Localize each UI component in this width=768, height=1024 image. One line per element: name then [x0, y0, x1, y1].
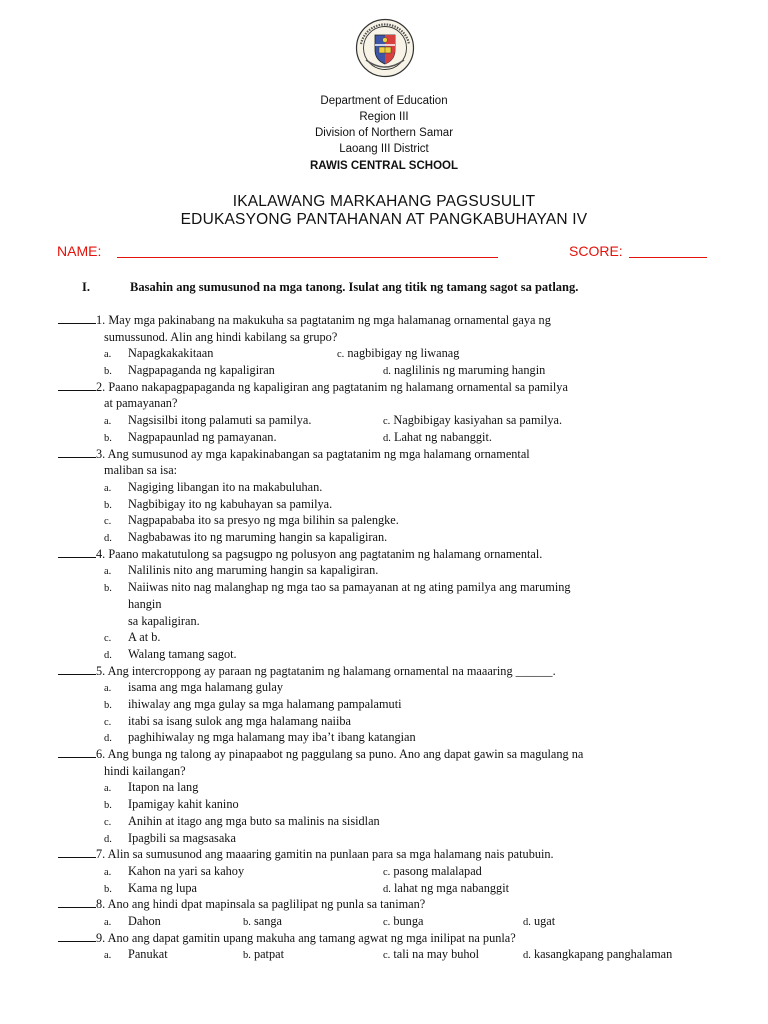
question-text: Ano ang hindi dpat mapinsala sa paglilipat ng punla sa taniman? — [107, 897, 426, 912]
answer-blank[interactable] — [58, 930, 96, 942]
option-text: Nagbibigay ito ng kabuhayan sa pamilya. — [128, 496, 333, 511]
option-letter: b. — [104, 800, 112, 812]
option-text: Ipamigay kahit kanino — [128, 797, 239, 812]
question-text: Ano ang dapat gamitin upang makuha ang tamang agwat ng mga inilipat na punla? — [107, 930, 516, 945]
option-letter: b. — [104, 583, 112, 595]
answer-blank[interactable] — [58, 379, 96, 391]
option-letter: b. — [243, 916, 251, 928]
department-name: Department of Education — [320, 95, 448, 107]
score-label: SCORE: — [569, 243, 623, 259]
option-letter: d. — [383, 432, 391, 444]
region-name: Region III — [359, 111, 409, 123]
question-6 — [58, 746, 720, 846]
option-text: Dahon — [128, 913, 161, 928]
option-text: Nagbibigay kasiyahan sa pamilya. — [393, 413, 563, 428]
question-text: hindi kailangan? — [104, 763, 186, 778]
question-2 — [58, 379, 720, 446]
question-number: 1. — [96, 313, 106, 327]
instruction-text: Basahin ang sumusunod na mga tanong. Isulat ang titik ng tamang sagot sa patlang. — [130, 280, 579, 294]
division-name: Division of Northern Samar — [314, 127, 454, 139]
question-number: 8. — [96, 897, 106, 912]
option-text: sa kapaligiran. — [128, 613, 200, 628]
option-letter: c. — [337, 349, 345, 361]
option-letter: a. — [104, 950, 112, 962]
question-number: 6. — [96, 747, 106, 762]
answer-blank[interactable] — [58, 663, 96, 675]
answer-blank[interactable] — [58, 312, 96, 324]
option-text: Ipagbili sa magsasaka — [128, 830, 236, 845]
question-text: maliban sa isa: — [104, 463, 178, 478]
option-text: Kahon na yari sa kahoy — [128, 863, 245, 878]
option-letter: c. — [383, 416, 391, 428]
option-text: Nagsisilbi itong palamuti sa pamilya. — [128, 413, 312, 428]
option-letter: a. — [104, 416, 112, 428]
question-text: sumussunod. Alin ang hindi kabilang sa grupo? — [104, 329, 338, 344]
option-text: kasangkapang panghalaman — [533, 947, 673, 962]
option-text: Lahat ng nabanggit. — [393, 429, 492, 444]
option-letter: d. — [104, 733, 112, 745]
option-text: bunga — [393, 913, 424, 928]
option-letter: c. — [104, 816, 112, 828]
option-letter: d. — [523, 950, 531, 962]
option-letter: a. — [104, 349, 112, 361]
section-number: I. — [82, 280, 90, 294]
answer-blank[interactable] — [58, 446, 96, 458]
option-text: Itapon na lang — [128, 780, 199, 795]
option-letter: a. — [104, 566, 112, 578]
question-text: Alin sa sumusunod ang maaaring gamitin na punlaan para sa mga halamang nais patubuin. — [107, 847, 554, 862]
option-text: paghihiwalay ng mga halamang may iba’t ibang katangian — [128, 730, 416, 745]
option-text: naglilinis ng maruming hangin — [393, 363, 546, 378]
option-text: Nagpapababa ito sa presyo ng mga bilihin sa palengke. — [128, 513, 399, 528]
option-text: Panukat — [128, 947, 168, 962]
option-letter: b. — [104, 883, 112, 895]
question-text: Ang intercroppong ay paraan ng pagtatanim ng halamang ornamental na maaaring ______. — [107, 663, 556, 678]
subject-title: EDUKASYONG PANTAHANAN AT PANGKABUHAYAN IV — [180, 211, 588, 228]
option-letter: a. — [104, 683, 112, 695]
option-text: itabi sa isang sulok ang mga halamang naiiba — [128, 713, 351, 728]
option-text: ihiwalay ang mga gulay sa mga halamang pampalamuti — [128, 696, 402, 711]
option-text: isama ang mga halamang gulay — [128, 680, 284, 695]
question-number: 2. — [96, 379, 106, 394]
name-score-row — [57, 243, 717, 263]
name-field[interactable] — [117, 257, 498, 258]
option-text: Naiiwas nito nag malanghap ng mga tao sa pamayanan at ng ating pamilya ang maruming — [128, 580, 571, 595]
question-9 — [58, 930, 720, 963]
question-number: 4. — [96, 546, 106, 561]
question-7 — [58, 846, 720, 896]
option-letter: d. — [104, 649, 112, 661]
option-letter: c. — [383, 866, 391, 878]
option-text: Nagiging libangan ito na makabuluhan. — [128, 479, 323, 494]
option-letter: c. — [104, 516, 112, 528]
option-text: patpat — [253, 947, 284, 962]
option-letter: c. — [104, 633, 112, 645]
option-letter: b. — [104, 499, 112, 511]
question-list — [58, 312, 720, 963]
option-letter: a. — [104, 482, 112, 494]
option-letter: b. — [104, 366, 112, 378]
option-letter: d. — [383, 883, 391, 895]
question-text: Paano nakapagpapaganda ng kapaligiran ang pagtatanim ng halamang ornamental sa pamilya — [108, 379, 568, 394]
question-text: May mga pakinabang na makukuha sa pagtatanim ng mga halamanag ornamental gaya ng — [108, 313, 551, 327]
question-text: Ang bunga ng talong ay pinapaabot ng paggulang sa puno. Ano ang dapat gawin sa magulang na — [107, 747, 584, 762]
option-letter: c. — [104, 716, 112, 728]
question-text: at pamayanan? — [104, 396, 178, 411]
question-text: Ang sumusunod ay mga kapakinabangan sa pagtatanim ng mga halamang ornamental — [107, 446, 530, 461]
option-letter: a. — [104, 916, 112, 928]
option-text: Nagpapaunlad ng pamayanan. — [128, 429, 277, 444]
answer-blank[interactable] — [58, 846, 96, 858]
question-number: 7. — [96, 847, 106, 862]
option-text: nagbibigay ng liwanag — [347, 346, 460, 361]
question-4 — [58, 546, 720, 663]
option-letter: c. — [383, 916, 391, 928]
question-5 — [58, 663, 720, 746]
district-name: Laoang III District — [339, 143, 429, 155]
question-number: 3. — [96, 446, 106, 461]
option-text: sanga — [253, 913, 282, 928]
option-letter: b. — [104, 432, 112, 444]
question-1 — [58, 312, 720, 379]
option-text: Nalilinis nito ang maruming hangin sa kapaligiran. — [128, 563, 379, 578]
option-text: Kama ng lupa — [128, 880, 197, 895]
deped-seal-logo — [355, 18, 415, 78]
answer-blank[interactable] — [58, 546, 96, 558]
option-text: lahat ng mga nabanggit — [393, 880, 510, 895]
option-text: Napagkakakitaan — [128, 346, 214, 361]
option-letter: b. — [104, 699, 112, 711]
option-text: pasong malalapad — [393, 863, 482, 878]
option-letter: d. — [523, 916, 531, 928]
option-text: Nagpapaganda ng kapaligiran — [128, 363, 275, 378]
option-letter: b. — [243, 950, 251, 962]
answer-blank[interactable] — [58, 896, 96, 908]
question-3 — [58, 446, 720, 546]
option-letter: a. — [104, 783, 112, 795]
exam-title: IKALAWANG MARKAHANG PAGSUSULIT — [232, 193, 536, 210]
option-text: Nagbabawas ito ng maruming hangin sa kapaligiran. — [128, 530, 388, 545]
question-8 — [58, 896, 720, 929]
name-label: NAME: — [57, 243, 102, 259]
option-letter: d. — [104, 833, 112, 845]
option-text: tali na may buhol — [393, 947, 480, 962]
option-letter: c. — [383, 950, 391, 962]
option-letter: d. — [104, 533, 112, 545]
option-text: hangin — [128, 596, 162, 611]
option-text: A at b. — [128, 630, 161, 645]
option-text: Walang tamang sagot. — [128, 646, 237, 661]
score-field[interactable] — [629, 257, 707, 258]
school-name: RAWIS CENTRAL SCHOOL — [309, 160, 458, 172]
question-number: 5. — [96, 663, 106, 678]
question-number: 9. — [96, 930, 106, 945]
option-text: Anihin at itago ang mga buto sa malinis na sisidlan — [128, 813, 380, 828]
option-letter: d. — [383, 366, 391, 378]
answer-blank[interactable] — [58, 746, 96, 758]
question-text: Paano makatutulong sa pagsugpo ng polusyon ang pagtatanim ng halamang ornamental. — [108, 546, 543, 561]
option-letter: a. — [104, 866, 112, 878]
option-text: ugat — [533, 913, 556, 928]
